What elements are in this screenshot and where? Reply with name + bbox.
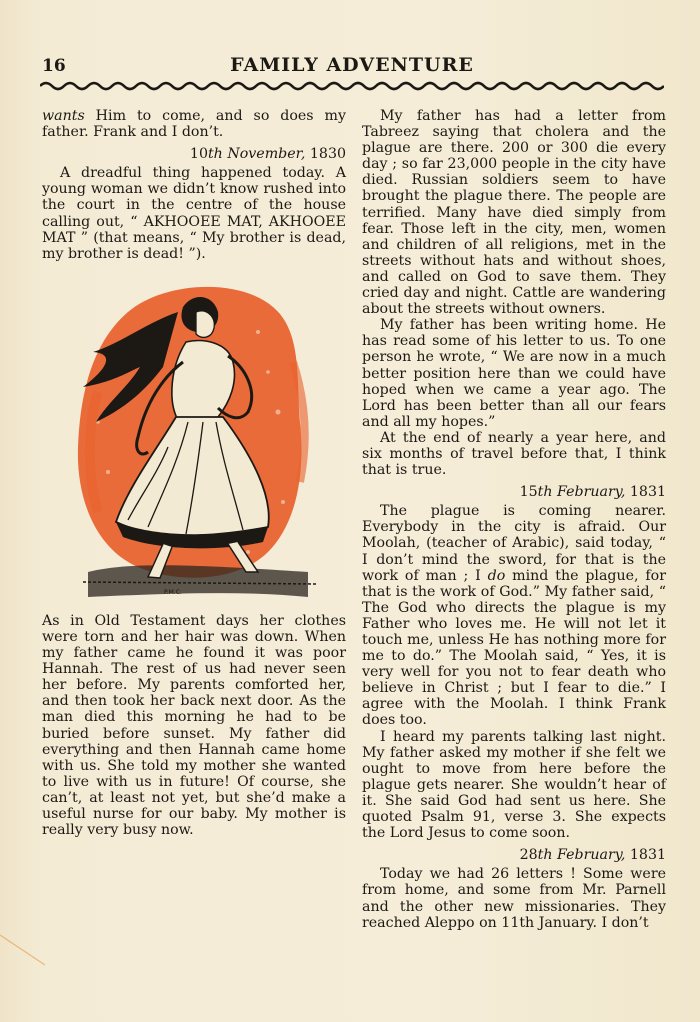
paragraph-writing-home: My father has been writing home. He has read some of his letter to us. To one person he wrote, “ We are now in a much better position here than we could have hoped when we came a year ago. The Lord has been better than all our fears and all my hopes.”: [362, 317, 666, 430]
italic-word: wants: [42, 108, 85, 124]
paragraph-hannah: As in Old Testament days her clothes were torn and her hair was down. When my father came he found it was poor Hannah. The rest of us had never seen her before. My parents comforted her, and then took her back next door. As the man died this morning he had to be buried before sunset. My father did everything and then Hannah came home with us. She told my mother she wanted to live with us in future! Of course, she can’t, at least not yet, but she’d make a useful nurse for our baby. My mother is really very busy now.: [42, 612, 346, 839]
paragraph-text: Him to come, and so does my father. Frank and I don’t.: [42, 108, 346, 141]
paragraph-letters: Today we had 26 letters ! Some were from home, and some from Mr. Parnell and the other new missionaries. They reached Aleppo on 11th January. I don’t: [362, 866, 666, 931]
date-month: th February,: [537, 847, 626, 864]
paragraph-continuation: [42, 108, 346, 140]
right-column: [362, 108, 666, 931]
paragraph-text: mind the plague, for that is the work of God.” My father said, “ The God who directs the plague is my Father who loves me. He will not let it touch me, unless He has nothing more for me to do.” The Moolah said, “ Yes, it is very well for you not to fear death who believe in Christ ; but I fear to die.” I agree with the Moolah. I think Frank does too.: [362, 567, 666, 729]
paragraph-dreadful-thing: A dreadful thing happened today. A young woman we didn’t know rushed into the court in the centre of the house calling out, “ AKHOOEE MAT, AKHOOEE MAT ” (that means, “ My brother is dead, my brother is dead! ”).: [42, 165, 346, 262]
date-month: th November,: [207, 146, 306, 163]
paragraph-text: The plague is coming nearer. Everybody in the city is afraid. Our Moolah, (teacher of Arabic), said today, “ I don’t mind the sword, for that is the work of man ; I: [362, 503, 666, 584]
diary-date-heading: [42, 146, 346, 162]
italic-word: do: [487, 567, 506, 584]
wavy-rule-divider: [40, 80, 664, 92]
date-year: 1831: [625, 847, 666, 864]
paragraph-year-here: At the end of nearly a year here, and six months of travel before that, I think that is true.: [362, 429, 666, 479]
left-column: [42, 108, 346, 838]
illustration-signature: P.M.C.: [164, 588, 182, 596]
page-number: 16: [42, 56, 66, 76]
running-title: FAMILY ADVENTURE: [230, 54, 474, 76]
date-day: 28: [519, 847, 538, 864]
diary-date-heading: [362, 847, 666, 863]
date-year: 1830: [305, 146, 346, 163]
illustration-distressed-woman: [68, 272, 328, 607]
paragraph-tabreez-letter: My father has had a letter from Tabreez saying that cholera and the plague are there. 200 or 300 die every day ; so far 23,000 people in the city have died. Russian soldiers seem to have brought the plague there. The people are terrified. Many have died simply from fear. Those left in the city, men, women and children of all religions, met in the streets without hats and without shoes, and called on God to save them. They cried day and night. Cattle are wandering about the streets without owners.: [362, 108, 666, 318]
diary-date-heading: [362, 484, 666, 500]
date-month: th February,: [537, 484, 626, 501]
paragraph-parents-talking: I heard my parents talking last night. My father asked my mother if she felt we ought to move from here before the plague gets nearer. She wouldn’t hear of it. She said God had sent us here. She quoted Psalm 91, verse 3. She expects the Lord Jesus to come soon.: [362, 728, 666, 842]
date-day: 10: [189, 146, 208, 163]
date-day: 15: [519, 484, 538, 501]
page-header: [42, 52, 662, 82]
paragraph-plague-nearer: [362, 503, 666, 728]
date-year: 1831: [625, 484, 666, 501]
